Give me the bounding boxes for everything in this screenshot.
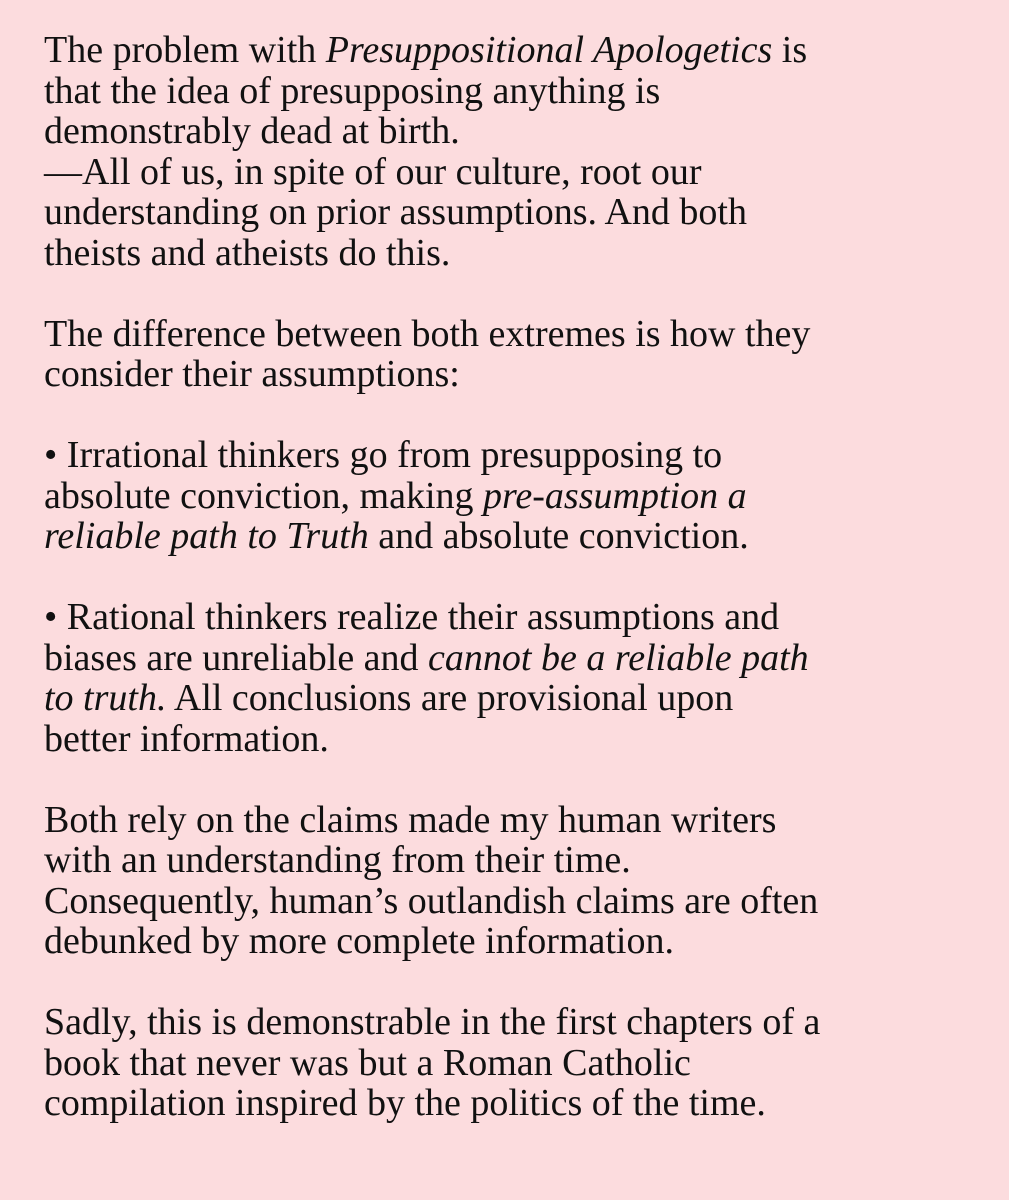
paragraph <box>44 314 969 395</box>
text-run: absolute conviction, making <box>44 474 484 517</box>
paragraph <box>44 435 969 557</box>
text-run: Sadly, this is demonstrable in the first chapters of a <box>44 1001 821 1043</box>
text-line <box>44 30 969 71</box>
text-run: —All of us, in spite of our culture, root our <box>44 150 702 193</box>
text-line <box>44 71 969 112</box>
text-line <box>44 152 969 193</box>
text-run: that the idea of presupposing anything is <box>44 69 661 112</box>
italic-text: reliable path to Truth <box>44 515 369 557</box>
text-run: with an understanding from their time. <box>44 839 631 881</box>
text-line <box>44 516 969 557</box>
text-line <box>44 800 969 841</box>
text-line <box>44 881 969 922</box>
text-run: • Irrational thinkers go from presupposing to <box>44 434 723 476</box>
italic-text: Presuppositional Apologetics <box>325 29 773 71</box>
text-run: Both rely on the claims made my human writers <box>44 798 777 841</box>
text-line <box>44 678 969 719</box>
italic-text: pre-assumption a <box>483 474 747 517</box>
text-line <box>44 1002 969 1043</box>
text-line <box>44 354 969 395</box>
text-line <box>44 1043 969 1084</box>
paragraph <box>44 597 969 759</box>
text-line <box>44 111 969 152</box>
paragraph <box>44 1002 969 1124</box>
paragraph <box>44 800 969 962</box>
text-run: The difference between both extremes is how they <box>44 312 811 355</box>
text-run: All conclusions are provisional upon <box>166 677 734 719</box>
text-line <box>44 597 969 638</box>
text-line <box>44 192 969 233</box>
text-run: understanding on prior assumptions. And both <box>44 191 747 233</box>
text-run: consider their assumptions: <box>44 353 460 395</box>
text-line <box>44 435 969 476</box>
text-run: • Rational thinkers realize their assumptions and <box>44 596 780 638</box>
text-run: is <box>772 29 808 71</box>
text-run: book that never was but a Roman Catholic <box>44 1041 691 1084</box>
text-run: Consequently, human’s outlandish claims are often <box>44 879 819 922</box>
text-line <box>44 840 969 881</box>
italic-text: cannot be a reliable path <box>428 636 809 679</box>
text-run: biases are unreliable and <box>44 636 429 679</box>
text-line <box>44 233 969 274</box>
text-line <box>44 638 969 679</box>
text-run: The problem with <box>44 29 326 71</box>
paragraph <box>44 30 969 273</box>
text-run: compilation inspired by the politics of the time. <box>44 1082 766 1124</box>
italic-text: to truth. <box>44 677 167 719</box>
text-run: demonstrably dead at birth. <box>44 110 460 152</box>
text-run: better information. <box>44 717 329 760</box>
text-line <box>44 1083 969 1124</box>
text-run: theists and atheists do this. <box>44 231 451 274</box>
text-line <box>44 476 969 517</box>
text-line <box>44 314 969 355</box>
text-line <box>44 719 969 760</box>
text-line <box>44 921 969 962</box>
text-run: debunked by more complete information. <box>44 920 674 962</box>
text-run: and absolute conviction. <box>368 515 749 557</box>
